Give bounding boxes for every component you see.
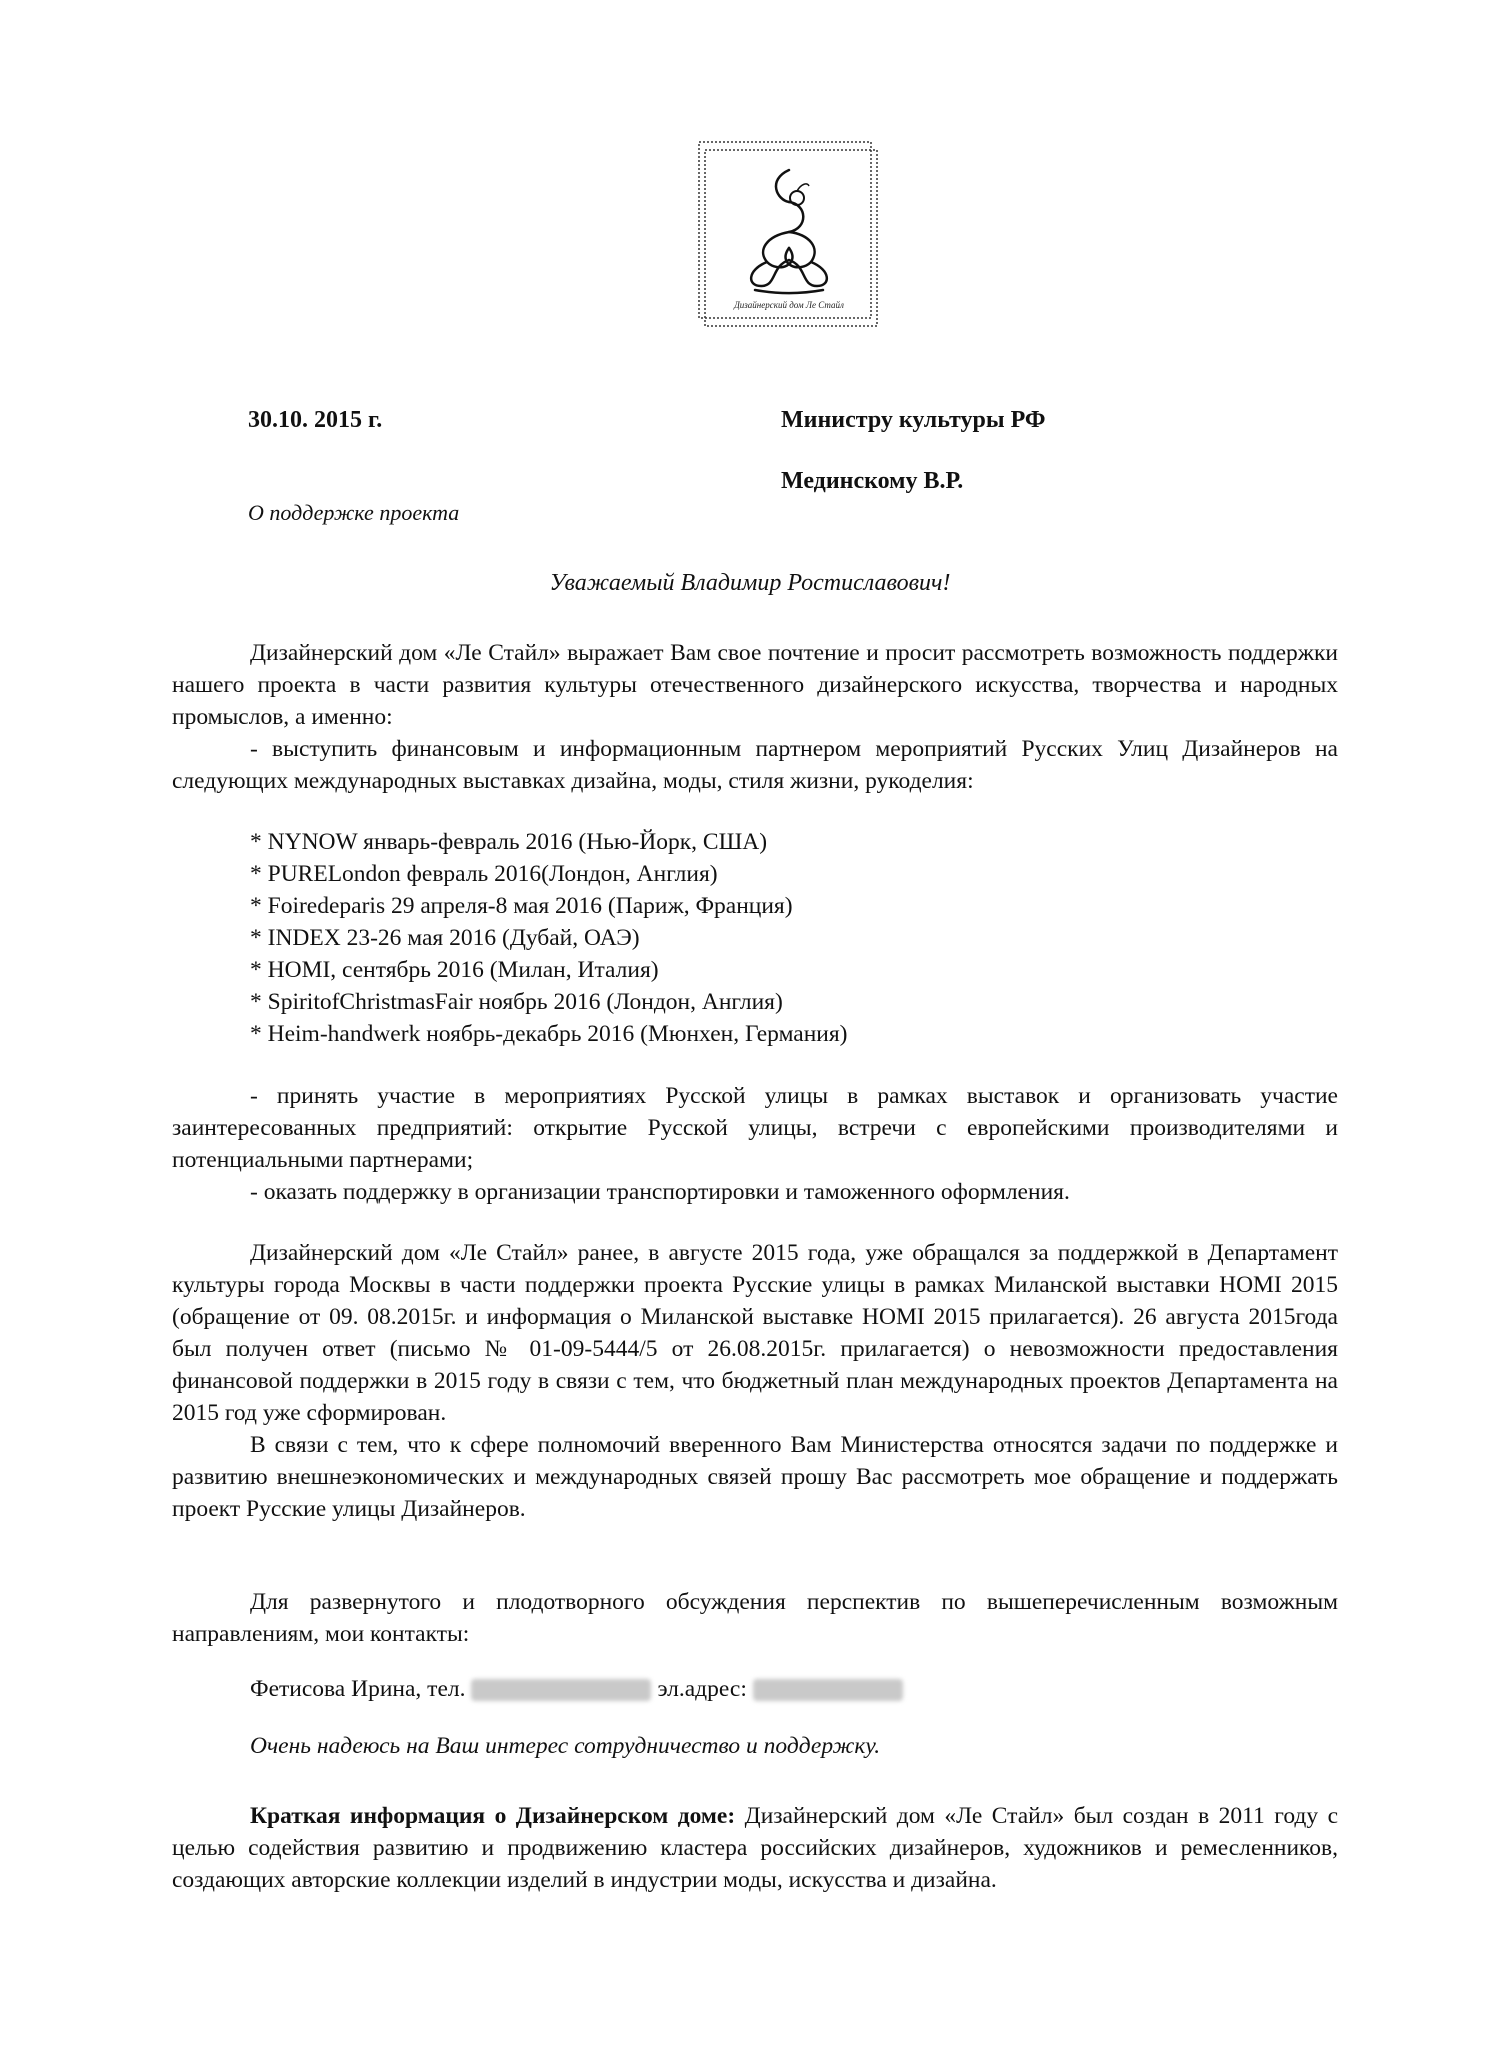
recipient-title: Министру культуры РФ (781, 407, 1046, 433)
list-item: * Foiredeparis 29 апреля-8 мая 2016 (Париж, Франция) (250, 893, 793, 919)
greeting: Уважаемый Владимир Ростиславович! (549, 570, 951, 596)
list-item: * HOMI, сентябрь 2016 (Милан, Италия) (250, 957, 659, 983)
paragraph-company-info (172, 1800, 1338, 1896)
letter-date: 30.10. 2015 г. (248, 407, 383, 433)
closing-line: Очень надеюсь на Ваш интерес сотрудничество и поддержку. (250, 1733, 881, 1759)
logo-caption: Дизайнерский дом Ле Стайл (734, 300, 844, 310)
paragraph-participation: - принять участие в мероприятиях Русской улицы в рамках выставок и организовать участие заинтересованных предприятий: открытие Русской улицы, встречи с европейскими производителями и потенциальными партнерами; (172, 1083, 1338, 1173)
contacts-intro-block (172, 1586, 1338, 1650)
redacted-email (753, 1679, 903, 1701)
company-info-text: Дизайнерский дом «Ле Стайл» был создан в 2011 году с целью содействия развитию и продвижению кластера российских дизайнеров, художников и ремесленников, создающих авторские коллекции изделий в индустрии моды, искусства и дизайна. (172, 1803, 1339, 1893)
history-block (172, 1237, 1338, 1525)
letter-subject: О поддержке проекта (248, 500, 460, 525)
paragraph-contacts: Для развернутого и плодотворного обсуждения перспектив по вышеперечисленным возможным направлениям, мои контакты: (172, 1589, 1338, 1647)
list-item: * Heim-handwerk ноябрь-декабрь 2016 (Мюнхен, Германия) (250, 1021, 848, 1047)
company-info-block (172, 1800, 1338, 1896)
paragraph-ministry: В связи с тем, что к сфере полномочий вверенного Вам Министерства относятся задачи по поддержке и развитию внешнеэкономических и международных связей прошу Вас рассмотреть мое обращение и поддержать проект Русские улицы Дизайнеров. (172, 1432, 1338, 1522)
paragraph-partner: - выступить финансовым и информационным партнером мероприятий Русских Улиц Дизайнеров на следующих международных выставках дизайна, моды, стиля жизни, рукоделия: (172, 736, 1338, 794)
list-item: * SpiritofChristmasFair ноябрь 2016 (Лондон, Англия) (250, 989, 783, 1015)
company-logo (697, 140, 881, 330)
list-item: * INDEX 23-26 мая 2016 (Дубай, ОАЭ) (250, 925, 640, 951)
recipient-name: Мединскому В.Р. (781, 468, 964, 494)
redacted-phone (471, 1679, 651, 1701)
paragraph-history: Дизайнерский дом «Ле Стайл» ранее, в августе 2015 года, уже обращался за поддержкой в Департамент культуры города Москвы в части поддержки проекта Русские улицы в рамках Миланской выставки HOMI 2015 (обращение от 09. 08.2015г. и информация о Миланской выставке HOMI 2015 прилагается). 26 августа 2015года был получен ответ (письмо № 01-09-5444/5 от 26.08.2015г. прилагается) о невозможности предоставления финансовой поддержки в 2015 году в связи с тем, что бюджетный план международных проектов Департамента на 2015 год уже сформирован. (172, 1240, 1338, 1426)
intro-block (172, 637, 1338, 797)
contact-name: Фетисова Ирина, тел. (250, 1676, 466, 1702)
company-info-heading: Краткая информация о Дизайнерском доме: (250, 1803, 736, 1829)
email-label: эл.адрес: (657, 1676, 747, 1702)
list-item: * NYNOW январь-февраль 2016 (Нью-Йорк, США) (250, 829, 768, 855)
participation-block (172, 1080, 1338, 1208)
contact-line (250, 1676, 909, 1703)
logo-graphic (697, 140, 881, 330)
paragraph-request: Дизайнерский дом «Ле Стайл» выражает Вам свое почтение и просит рассмотреть возможность поддержки нашего проекта в части развития культуры отечественного дизайнерского искусства, творчества и народных промыслов, а именно: (172, 640, 1338, 730)
paragraph-logistics: - оказать поддержку в организации транспортировки и таможенного оформления. (250, 1179, 1070, 1205)
exhibitions-list (250, 826, 848, 1050)
list-item: * PURELondon февраль 2016(Лондон, Англия) (250, 861, 718, 887)
